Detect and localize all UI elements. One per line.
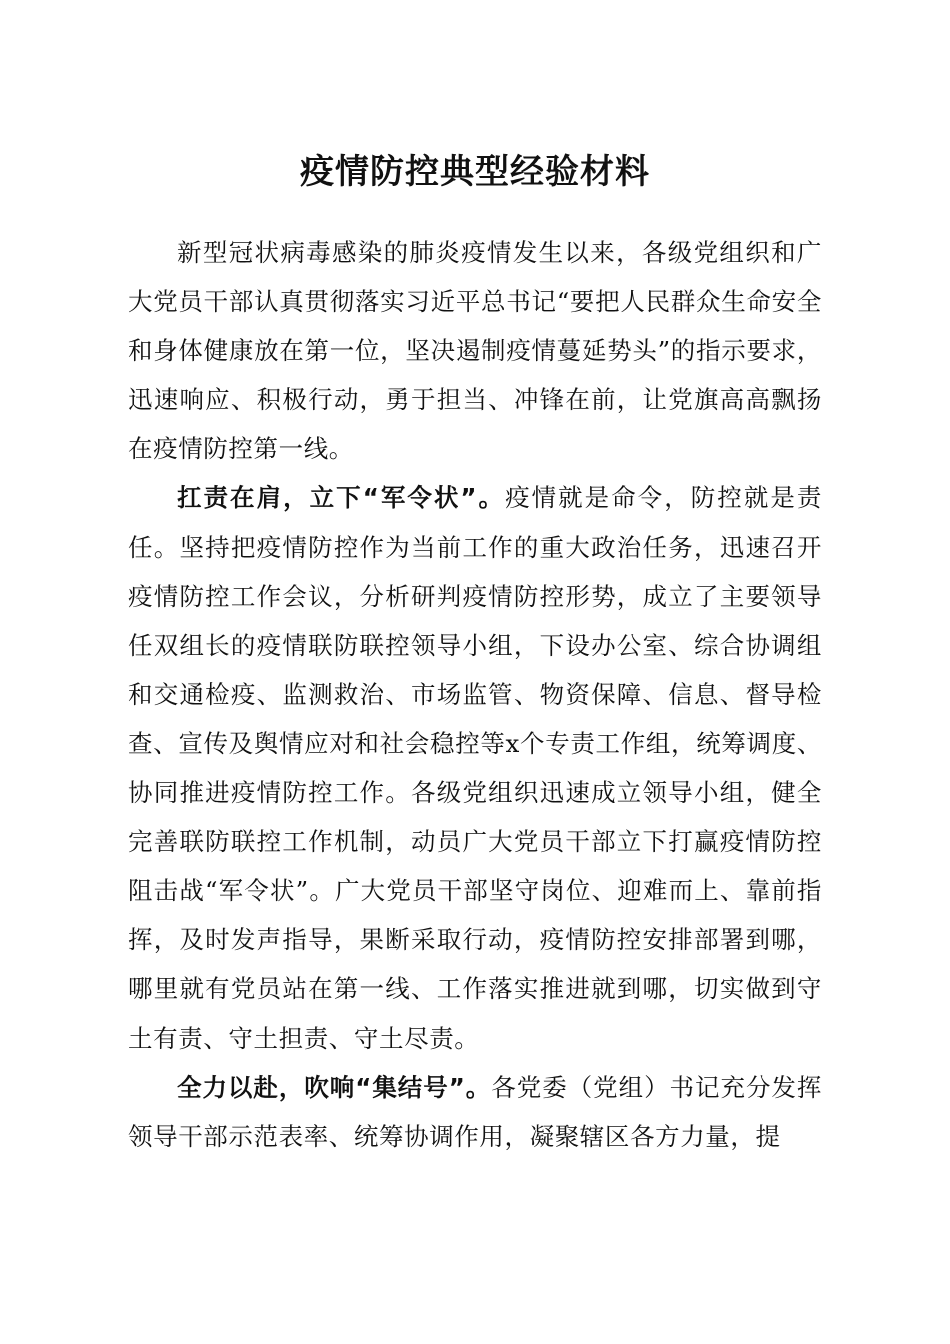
paragraph-heading: 扛责在肩，立下“军令状”。 xyxy=(177,483,506,513)
responsibility-paragraph xyxy=(128,473,822,1062)
intro-paragraph xyxy=(128,228,822,473)
paragraph-text: 新型冠状病毒感染的肺炎疫情发生以来，各级党组织和广大党员干部认真贯彻落实习近平总书记“要把人民群众生命安全和身体健康放在第一位，坚决遏制疫情蔓延势头”的指示要求，迅速响应、积极行动，勇于担当、冲锋在前，让党旗高高飘扬在疫情防控第一线。 xyxy=(128,238,822,464)
paragraph-heading: 全力以赴，吹响“集结号”。 xyxy=(177,1072,492,1102)
mobilization-paragraph xyxy=(128,1063,822,1161)
document-title: 疫情防控典型经验材料 xyxy=(300,152,650,192)
paragraph-text: 疫情就是命令，防控就是责任。坚持把疫情防控作为当前工作的重大政治任务，迅速召开疫情防控工作会议，分析研判疫情防控形势，成立了主要领导任双组长的疫情联防联控领导小组，下设办公室、综合协调组和交通检疫、监测救治、市场监管、物资保障、信息、督导检查、宣传及舆情应对和社会稳控等x个专责工作组，统筹调度、协同推进疫情防控工作。各级党组织迅速成立领导小组，健全完善联防联控工作机制，动员广大党员干部立下打赢疫情防控阻击战“军令状”。广大党员干部坚守岗位、迎难而上、靠前指挥，及时发声指导，果断采取行动，疫情防控安排部署到哪，哪里就有党员站在第一线、工作落实推进就到哪，切实做到守土有责、守土担责、守土尽责。 xyxy=(128,483,822,1053)
document-body xyxy=(128,228,822,1161)
paragraph-text: 各党委（党组）书记充分发挥领导干部示范表率、统筹协调作用，凝聚辖区各方力量，提 xyxy=(128,1072,822,1151)
